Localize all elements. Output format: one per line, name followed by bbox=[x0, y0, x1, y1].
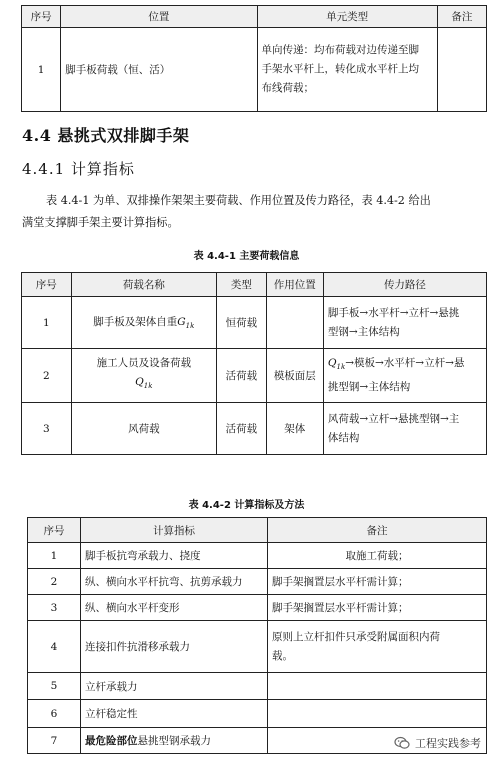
row-number: 1 bbox=[28, 543, 81, 569]
note-cell bbox=[437, 28, 486, 112]
cell-line: $Q_{1k}\to$模板→水平杆→立杆→悬 bbox=[327, 357, 465, 372]
row-number: 6 bbox=[28, 700, 81, 728]
table-caption: 表 4.4-2 计算指标及方法 bbox=[188, 500, 305, 511]
header-cell: 序号 bbox=[22, 6, 61, 28]
table-header-row bbox=[22, 273, 487, 297]
calc-index-cell: 立杆稳定性 bbox=[81, 700, 268, 728]
row-number: 5 bbox=[28, 673, 81, 700]
row-number: 2 bbox=[22, 349, 72, 403]
load-name-cell: 风荷载 bbox=[71, 403, 216, 455]
row-number: 2 bbox=[28, 569, 81, 595]
table-row bbox=[28, 543, 487, 569]
table-row bbox=[28, 621, 487, 673]
calc-note-cell: 取施工荷载； bbox=[268, 543, 487, 569]
header-cell: 序号 bbox=[22, 273, 72, 297]
location-table bbox=[21, 5, 487, 112]
calc-index-cell: 立杆承载力 bbox=[81, 673, 268, 700]
header-cell: 传力路径 bbox=[323, 273, 486, 297]
calc-note-cell: 脚手架搁置层水平杆需计算； bbox=[268, 569, 487, 595]
table-row bbox=[22, 297, 487, 349]
calc-note-cell bbox=[268, 673, 487, 700]
paragraph-line: 满堂支撑脚手架主要计算指标。 bbox=[22, 216, 179, 229]
row-number: 3 bbox=[22, 403, 72, 455]
row-number: 1 bbox=[22, 297, 72, 349]
calc-note-cell bbox=[268, 700, 487, 728]
calc-note-cell: 脚手架搁置层水平杆需计算； bbox=[268, 595, 487, 621]
table-caption: 表 4.4-1 主要荷载信息 bbox=[193, 251, 300, 262]
table-row bbox=[22, 28, 487, 112]
load-position-cell: 架体 bbox=[266, 403, 323, 455]
table-row bbox=[22, 349, 487, 403]
table-row bbox=[22, 403, 487, 455]
cell-line: 脚手板→水平杆→立杆→悬挑 bbox=[327, 306, 460, 319]
cell-line: 手架水平杆上，转化成水平杆上均 bbox=[261, 63, 420, 75]
section-heading: 4.4 悬挑式双排脚手架 bbox=[22, 126, 190, 145]
cell-line: 单向传递：均布荷载对边传递至脚 bbox=[261, 44, 420, 56]
watermark-text: 工程实践参考 bbox=[415, 737, 481, 750]
table-header-row bbox=[28, 518, 487, 543]
table-row bbox=[28, 569, 487, 595]
calc-index-cell: 连接扣件抗滑移承载力 bbox=[81, 621, 268, 673]
cell-line: $Q_{1k}$ bbox=[135, 376, 153, 391]
calc-index-text: 悬挑型钢承载力 bbox=[137, 735, 211, 747]
load-name-cell bbox=[71, 297, 216, 349]
unit-type-cell bbox=[257, 28, 437, 112]
table-header-row bbox=[22, 6, 487, 28]
row-number: 1 bbox=[22, 28, 61, 112]
cell-line: 风荷载→立杆→悬挑型钢→主 bbox=[327, 412, 460, 425]
row-number: 3 bbox=[28, 595, 81, 621]
row-number: 7 bbox=[28, 728, 81, 754]
load-name-text: 脚手板及架体自重$G_{1k}$ bbox=[93, 316, 195, 331]
cell-line: 原则上立杆扣件只承受附属面积内荷 bbox=[272, 630, 440, 643]
load-type-cell: 活荷载 bbox=[217, 403, 267, 455]
load-type-cell: 活荷载 bbox=[217, 349, 267, 403]
load-path-cell bbox=[323, 403, 486, 455]
header-cell: 备注 bbox=[268, 518, 487, 543]
wechat-icon bbox=[394, 735, 410, 751]
load-position-cell: 模板面层 bbox=[266, 349, 323, 403]
intro-paragraph bbox=[22, 190, 488, 234]
table-row bbox=[28, 700, 487, 728]
source-watermark bbox=[390, 733, 485, 753]
header-cell: 单元类型 bbox=[257, 6, 437, 28]
cell-line: 载。 bbox=[272, 649, 293, 662]
header-cell: 位置 bbox=[61, 6, 257, 28]
cell-line: 挑型钢→主体结构 bbox=[327, 380, 411, 393]
calc-note-cell bbox=[268, 621, 487, 673]
cell-line: 体结构 bbox=[327, 431, 360, 444]
load-name-cell bbox=[71, 349, 216, 403]
calc-index-table bbox=[27, 517, 487, 754]
load-path-cell bbox=[323, 349, 486, 403]
header-cell: 荷载名称 bbox=[71, 273, 216, 297]
position-cell: 脚手板荷载（恒、活） bbox=[61, 28, 257, 112]
header-cell: 备注 bbox=[437, 6, 486, 28]
header-cell: 作用位置 bbox=[266, 273, 323, 297]
calc-index-cell: 脚手板抗弯承载力、挠度 bbox=[81, 543, 268, 569]
subsection-heading: 4.4.1 计算指标 bbox=[22, 160, 135, 178]
load-type-cell: 恒荷载 bbox=[217, 297, 267, 349]
row-number: 4 bbox=[28, 621, 81, 673]
header-cell: 类型 bbox=[217, 273, 267, 297]
header-cell: 序号 bbox=[28, 518, 81, 543]
load-path-cell bbox=[323, 297, 486, 349]
cell-line: 施工人员及设备荷载 bbox=[96, 357, 192, 370]
table-row bbox=[28, 673, 487, 700]
load-position-cell bbox=[266, 297, 323, 349]
load-info-table bbox=[21, 272, 487, 455]
calc-index-cell: 纵、横向水平杆抗弯、抗剪承载力 bbox=[81, 569, 268, 595]
cell-line: 型钢→主体结构 bbox=[327, 325, 400, 338]
calc-index-cell: 纵、横向水平杆变形 bbox=[81, 595, 268, 621]
calc-index-cell bbox=[81, 728, 268, 754]
table-row bbox=[28, 595, 487, 621]
header-cell: 计算指标 bbox=[81, 518, 268, 543]
cell-line: 布线荷载； bbox=[261, 82, 315, 94]
bold-prefix: 最危险部位 bbox=[85, 735, 138, 747]
paragraph-line: 表 4.4-1 为单、双排操作架架主要荷载、作用位置及传力路径，表 4.4-2 给出 bbox=[46, 194, 431, 207]
